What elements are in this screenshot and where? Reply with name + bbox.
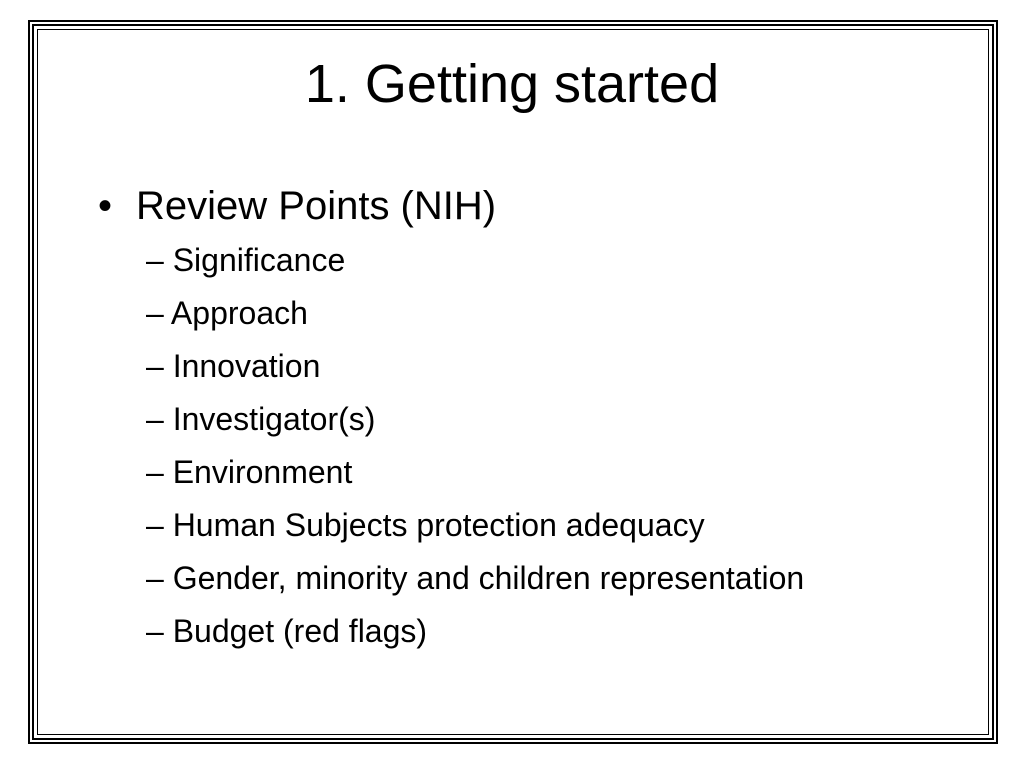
sub-bullet-approach: – Approach xyxy=(146,295,308,331)
sub-bullet-budget: – Budget (red flags) xyxy=(146,613,428,649)
main-bullet-text: Review Points (NIH) xyxy=(136,184,497,228)
slide-title: 1. Getting started xyxy=(304,54,720,114)
sub-bullet-investigators: – Investigator(s) xyxy=(146,401,376,437)
slide-content xyxy=(98,180,978,658)
main-bullet xyxy=(98,180,978,232)
sub-bullet-significance: – Significance xyxy=(146,242,346,278)
bullet-icon: • xyxy=(98,184,113,228)
sub-bullet-gender-minority: – Gender, minority and children representation xyxy=(146,560,805,596)
sub-bullet-environment: – Environment xyxy=(146,454,353,490)
sub-bullet-innovation: – Innovation xyxy=(146,348,321,384)
sub-bullet-human-subjects: – Human Subjects protection adequacy xyxy=(146,507,705,543)
sub-bullet-list xyxy=(98,234,978,658)
